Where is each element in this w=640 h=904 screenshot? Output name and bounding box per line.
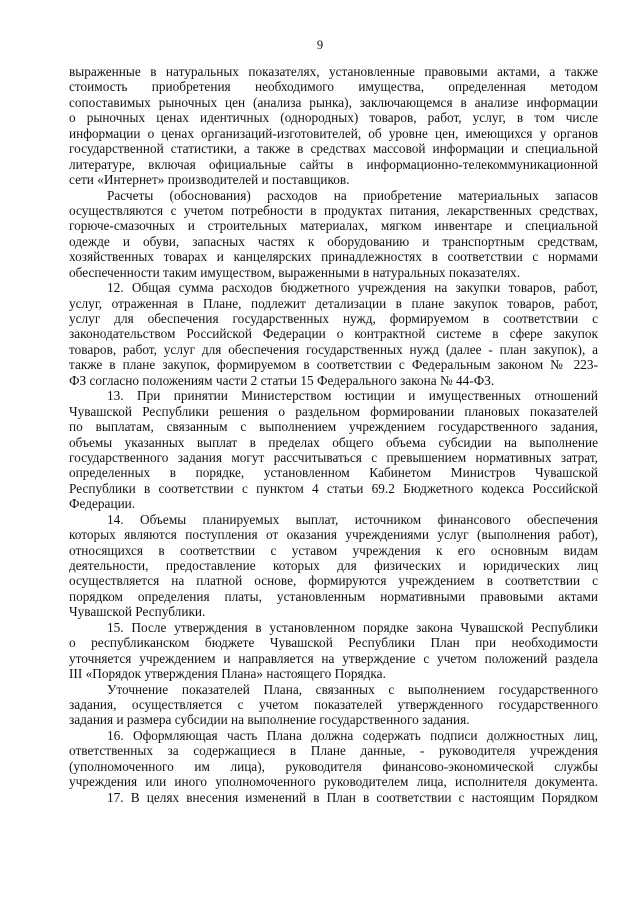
body-text-line: литературе, включая официальные сайты в информационно-телекоммуникационной bbox=[69, 156, 598, 172]
body-text-line: 12. Общая сумма расходов бюджетного учреждения на закупки товаров, работ, bbox=[107, 280, 598, 296]
page-number: 9 bbox=[316, 38, 324, 52]
body-text-line: 14. Объемы планируемых выплат, источником финансового обеспечения bbox=[107, 511, 598, 527]
body-text-line: задания, осуществляется с учетом показателей утвержденного государственного bbox=[69, 696, 598, 712]
body-text-line: III «Порядок утверждения Плана» настоящего Порядка. bbox=[69, 666, 386, 682]
document-body-text bbox=[69, 64, 598, 805]
body-text-line: задания и размера субсидии на выполнение государственного задания. bbox=[69, 712, 470, 728]
body-text-line: 13. При принятии Министерством юстиции и имущественных отношений bbox=[107, 388, 598, 404]
body-text-line: осуществляются с учетом потребности в продуктах питания, лекарственных средствах, bbox=[69, 202, 598, 218]
body-text-line: стоимость приобретения необходимого имущества, определенная методом bbox=[69, 79, 598, 95]
body-text-line: 15. После утверждения в установленном порядке закона Чувашской Республики bbox=[107, 619, 598, 635]
body-text-line: учреждения или иного уполномоченного руководителем лица, исполнителя документа. bbox=[69, 774, 598, 790]
body-text-line: выраженные в натуральных показателях, установленные правовыми актами, а также bbox=[69, 64, 598, 79]
body-text-line: (уполномоченного им лица), руководителя финансово-экономической службы bbox=[69, 758, 598, 774]
body-text-line: государственной статистики, а также в средствах массовой информации и специальной bbox=[69, 141, 598, 157]
body-text-line: ответственных за содержащиеся в Плане данные, - руководителя учреждения bbox=[69, 743, 598, 759]
body-text-line: товаров, работ, услуг для обеспечения государственных нужд (далее - план закупок), а bbox=[69, 341, 598, 357]
body-text-line: о республиканском бюджете Чувашской Республики План при необходимости bbox=[69, 635, 598, 651]
body-text-line: законодательством Российской Федерации о контрактной системе в сфере закупок bbox=[69, 326, 598, 342]
body-text-line: услуг, отраженная в Плане, подлежит детализации в плане закупок товаров, работ, bbox=[69, 295, 598, 311]
body-text-line: Уточнение показателей Плана, связанных с выполнением государственного bbox=[107, 681, 598, 697]
body-text-line: которых являются поступления от оказания учреждениями услуг (выполнения работ), bbox=[69, 527, 598, 543]
body-text-line: государственного задания могут рассчитываться с превышением нормативных затрат, bbox=[69, 449, 598, 465]
body-text-line: обеспеченности таким имуществом, выраженными в натуральных показателях. bbox=[69, 264, 521, 280]
body-text-line: хозяйственных товарах и канцелярских принадлежностях в соответствии с нормами bbox=[69, 249, 598, 265]
body-text-line: 17. В целях внесения изменений в План в соответствии с настоящим Порядком bbox=[107, 789, 598, 805]
body-text-line: определенных в порядке, установленном Кабинетом Министров Чувашской bbox=[69, 465, 598, 481]
body-text-line: сети «Интернет» производителей и поставщиков. bbox=[69, 172, 350, 188]
body-text-line: по выплатам, связанным с выполнением учреждением государственного задания, bbox=[69, 419, 598, 435]
body-text-line: также в плане закупок, формируемом в соответствии с Федеральным законом № 223- bbox=[69, 357, 598, 373]
body-text-line: Республики в соответствии с пунктом 4 статьи 69.2 Бюджетного кодекса Российской bbox=[69, 480, 598, 496]
body-text-line: осуществляется на платной основе, формируются учреждением в соответствии с bbox=[69, 573, 598, 589]
body-text-line: информации о ценах организаций-изготовителей, об уровне цен, имеющихся у органов bbox=[69, 125, 598, 141]
body-text-line: объемы указанных выплат в пределах общего объема субсидии на выполнение bbox=[69, 434, 598, 450]
body-text-line: сопоставимых рыночных цен (анализа рынка), заключающемся в анализе информации bbox=[69, 94, 598, 110]
body-text-line: относящихся в соответствии с уставом учреждения к его основным видам bbox=[69, 542, 598, 558]
body-text-line: горюче-смазочных и строительных материалах, мягком инвентаре и специальной bbox=[69, 218, 598, 234]
body-text-line: одежде и обуви, запасных частях к оборудованию и транспортным средствам, bbox=[69, 233, 598, 249]
body-text-line: ФЗ согласно положениям части 2 статьи 15 Федерального закона № 44-ФЗ. bbox=[69, 372, 495, 388]
body-text-line: о рыночных ценах идентичных (однородных) товаров, работ, услуг, в том числе bbox=[69, 110, 598, 126]
body-text-line: порядком определения платы, установленным нормативными правовыми актами bbox=[69, 588, 598, 604]
body-text-line: Федерации. bbox=[69, 496, 136, 512]
body-text-line: услуг для обеспечения государственных нужд, формируемом в соответствии с bbox=[69, 311, 598, 326]
body-text-line: Расчеты (обоснования) расходов на приобретение материальных запасов bbox=[107, 187, 598, 203]
body-text-line: деятельности, предоставление которых для физических и юридических лиц bbox=[69, 558, 598, 573]
body-text-line: уточняется учреждением и направляется на утверждение с учетом положений раздела bbox=[69, 650, 598, 666]
body-text-line: 16. Оформляющая часть Плана должна содержать подписи должностных лиц, bbox=[107, 727, 598, 743]
body-text-line: Чувашской Республики решения о раздельном формировании плановых показателей bbox=[69, 403, 598, 419]
body-text-line: Чувашской Республики. bbox=[69, 604, 206, 620]
